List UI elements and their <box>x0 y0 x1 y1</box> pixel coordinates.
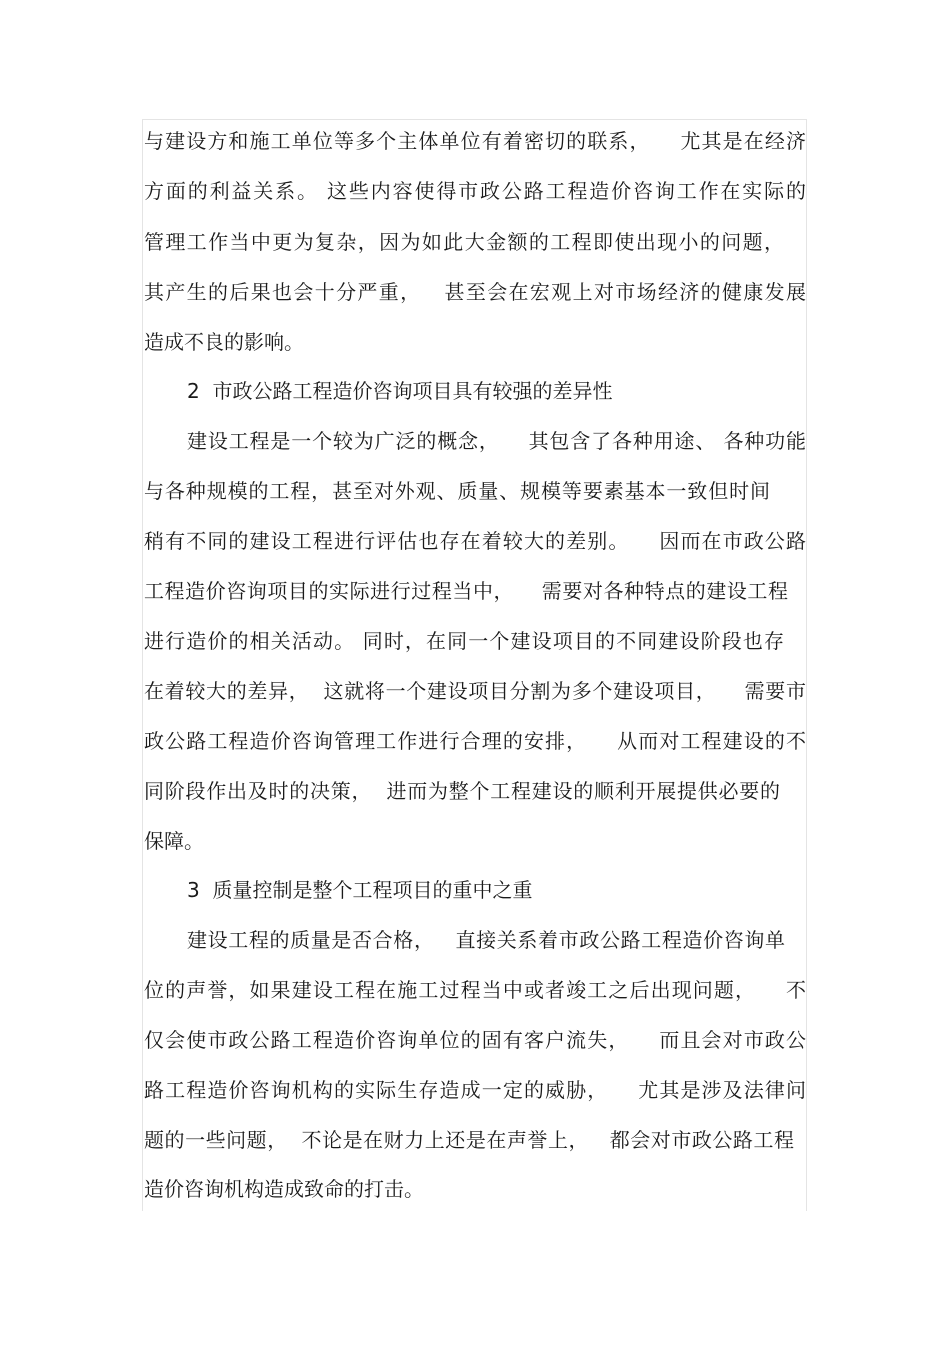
paragraph-line: 造成不良的影响。 <box>144 330 304 354</box>
paragraph-line: 仅会使市政公路工程造价咨询单位的固有客户流失， 而且会对市政公 <box>144 1028 806 1052</box>
paragraph-line: 题的一些问题， 不论是在财力上还是在声誉上， 都会对市政公路工程 <box>144 1128 794 1152</box>
paragraph-line: 建设工程是一个较为广泛的概念， 其包含了各种用途、 各种功能 <box>187 429 806 453</box>
section-heading: 3 质量控制是整个工程项目的重中之重 <box>187 878 533 902</box>
paragraph-line: 方面的利益关系。 这些内容使得市政公路工程造价咨询工作在实际的 <box>144 179 806 203</box>
paragraph-line: 工程造价咨询项目的实际进行过程当中， 需要对各种特点的建设工程 <box>144 579 788 603</box>
paragraph-line: 与各种规模的工程，甚至对外观、质量、规模等要素基本一致但时间 <box>144 479 770 503</box>
paragraph-line: 造价咨询机构造成致命的打击。 <box>144 1177 424 1201</box>
paragraph-line: 保障。 <box>144 829 204 853</box>
paragraph-line: 位的声誉，如果建设工程在施工过程当中或者竣工之后出现问题， 不 <box>144 978 806 1002</box>
paragraph-line: 其产生的后果也会十分严重， 甚至会在宏观上对市场经济的健康发展 <box>144 280 806 304</box>
paragraph-line: 管理工作当中更为复杂，因为如此大金额的工程即使出现小的问题， <box>144 230 784 254</box>
paragraph-line: 建设工程的质量是否合格， 直接关系着市政公路工程造价咨询单 <box>187 928 785 952</box>
paragraph-line: 路工程造价咨询机构的实际生存造成一定的威胁， 尤其是涉及法律问 <box>144 1078 806 1102</box>
paragraph-line: 进行造价的相关活动。 同时，在同一个建设项目的不同建设阶段也存 <box>144 629 784 653</box>
section-heading: 2 市政公路工程造价咨询项目具有较强的差异性 <box>187 379 613 403</box>
paragraph-line: 在着较大的差异， 这就将一个建设项目分割为多个建设项目， 需要市 <box>144 679 806 703</box>
paragraph-line: 稍有不同的建设工程进行评估也存在着较大的差别。 因而在市政公路 <box>144 529 806 553</box>
paragraph-line: 同阶段作出及时的决策， 进而为整个工程建设的顺利开展提供必要的 <box>144 779 780 803</box>
paragraph-line: 政公路工程造价咨询管理工作进行合理的安排， 从而对工程建设的不 <box>144 729 806 753</box>
paragraph-line: 与建设方和施工单位等多个主体单位有着密切的联系， 尤其是在经济 <box>144 129 806 153</box>
